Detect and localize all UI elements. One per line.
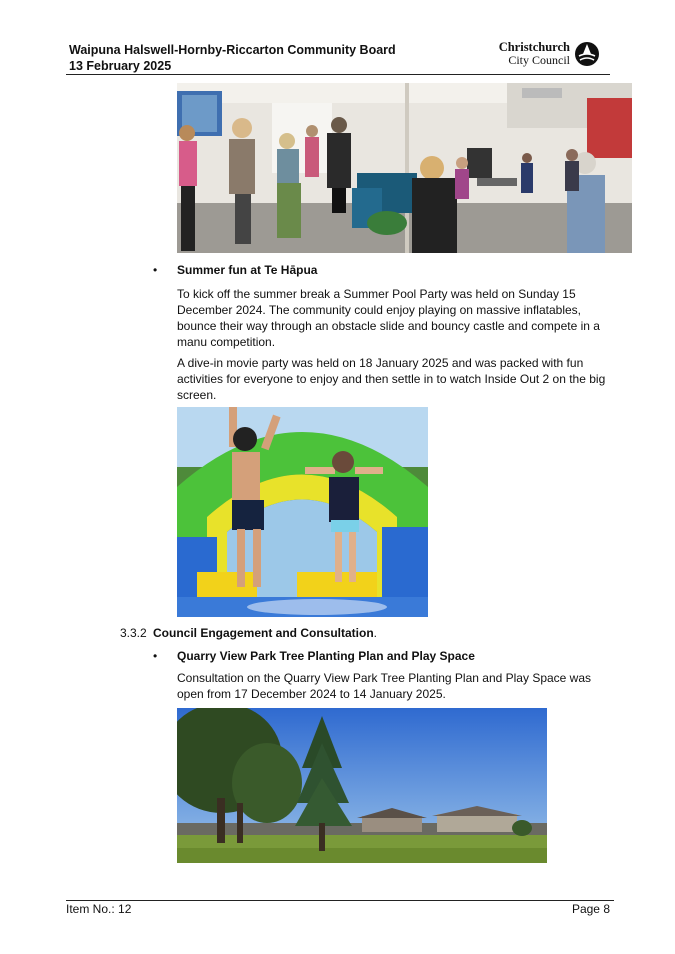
bullet-summer-fun: •: [153, 263, 158, 277]
park-photo: [177, 708, 547, 863]
item-title-quarry-view: Quarry View Park Tree Planting Plan and Play Space: [177, 649, 475, 663]
section-number: 3.3.2: [120, 626, 147, 640]
section-title-suffix: .: [373, 626, 378, 640]
council-logo: [498, 41, 602, 67]
logo-line-1: Christchurch: [498, 40, 570, 54]
logo-line-2: City Council: [508, 53, 570, 67]
item-title-summer-fun: Summer fun at Te Hāpua: [177, 263, 318, 277]
inflatable-photo: [177, 407, 428, 617]
section-title-text: Council Engagement and Consultation: [153, 626, 374, 640]
community-room-photo: [177, 83, 632, 253]
footer-rule: [66, 900, 614, 901]
section-title: [153, 626, 377, 640]
paragraph-movie-party: A dive-in movie party was held on 18 January 2025 and was packed with fun activities for everyone to enjoy and then settle in to watch Inside Out 2 on the big screen.: [177, 356, 606, 402]
board-name: Waipuna Halswell-Hornby-Riccarton Community Board: [69, 43, 396, 57]
document-header: [69, 42, 396, 74]
footer-page-number: Page 8: [571, 902, 610, 916]
paragraph-consultation: Consultation on the Quarry View Park Tree Planting Plan and Play Space was open from 17 December 2024 to 14 January 2025.: [177, 671, 592, 701]
meeting-date: 13 February 2025: [69, 59, 172, 73]
header-rule: [66, 74, 610, 75]
bullet-quarry-view: •: [153, 649, 158, 663]
footer-item-number: Item No.: 12: [66, 902, 132, 916]
paragraph-pool-party: To kick off the summer break a Summer Pool Party was held on Sunday 15 December 2024. The community could enjoy playing on massive inflatables, bounce their way through an obstacle slide and bouncy castle and compete in a manu competition.: [177, 287, 600, 349]
cathedral-icon: [574, 41, 600, 67]
